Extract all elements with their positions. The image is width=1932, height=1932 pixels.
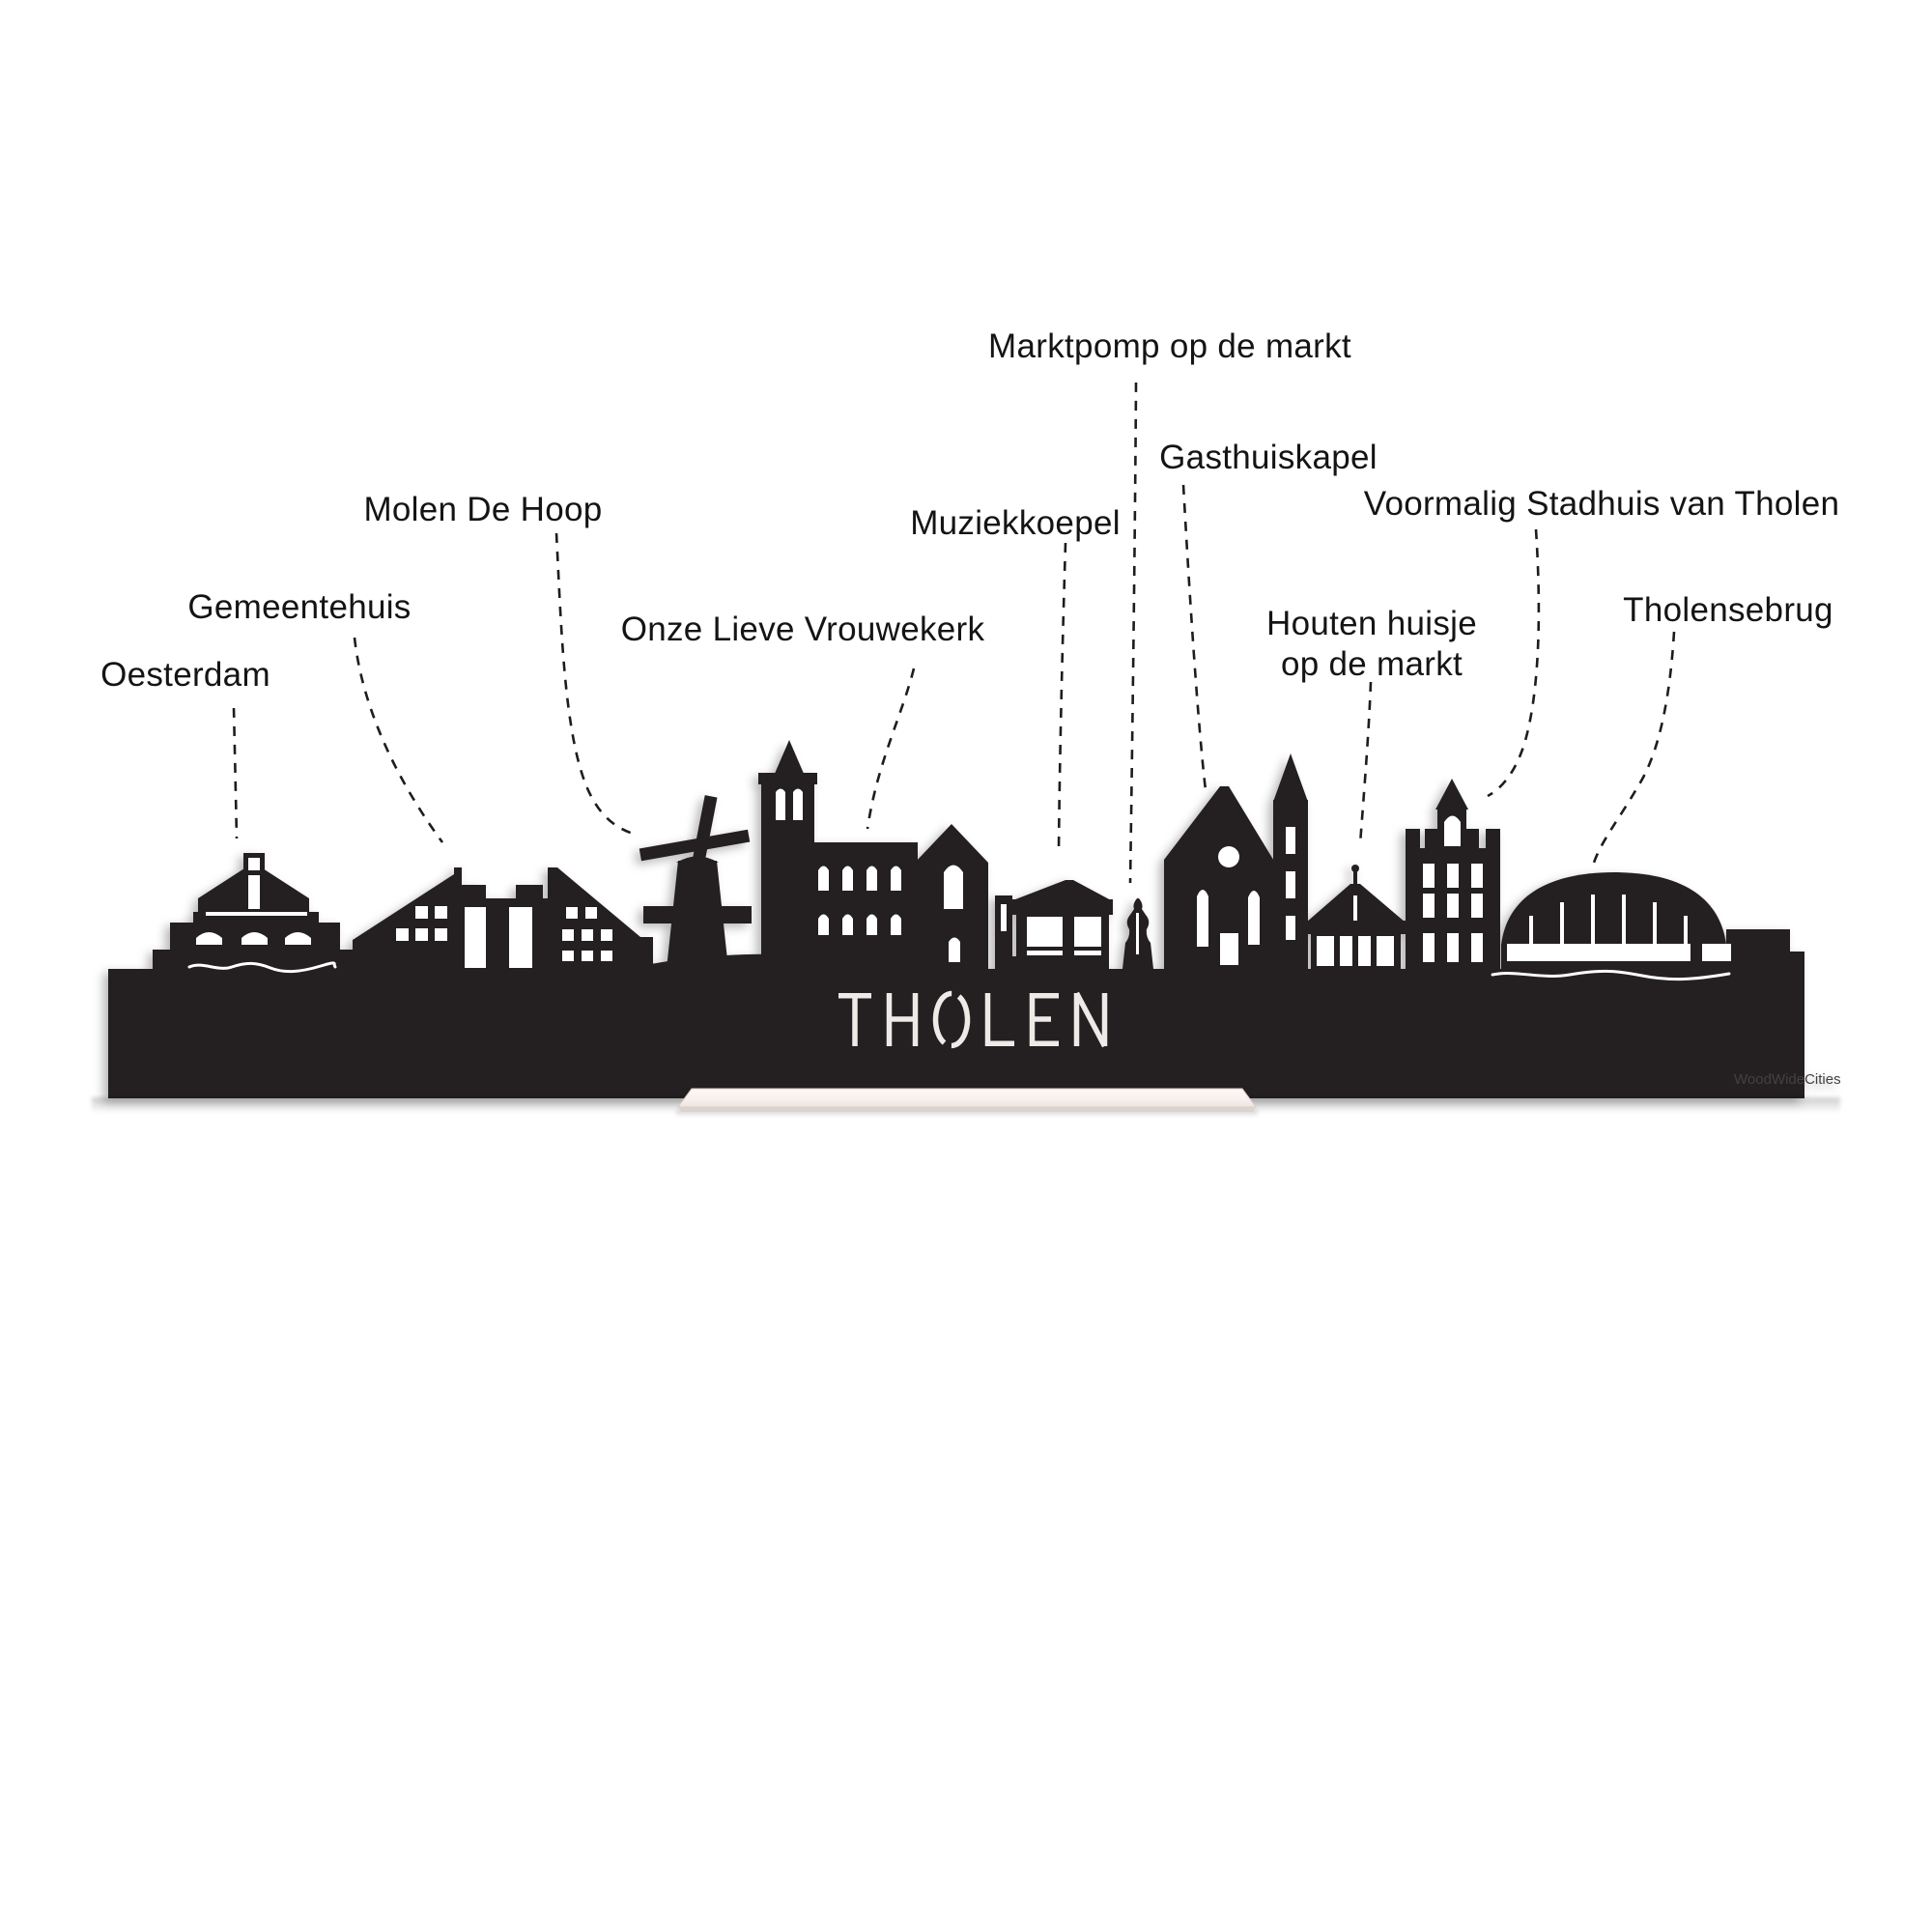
label-molen-de-hoop: Molen De Hoop: [363, 491, 603, 528]
silhouette-gasthuiskapel: [1164, 753, 1308, 971]
skyline-silhouette: [108, 740, 1841, 1098]
silhouette-molen-de-hoop: [639, 795, 752, 969]
dash-gasthuiskapel: [1183, 485, 1206, 790]
dash-gemeentehuis: [355, 638, 442, 842]
silhouette-houten-huisje: [1306, 865, 1406, 969]
label-voormalig-stadhuis: Voormalig Stadhuis van Tholen: [1363, 485, 1840, 523]
dash-oesterdam: [234, 708, 237, 838]
label-gemeentehuis: Gemeentehuis: [187, 588, 412, 626]
label-marktpomp: Marktpomp op de markt: [988, 327, 1351, 365]
label-tholensebrug: Tholensebrug: [1623, 591, 1833, 629]
silhouette-marktpomp: [1122, 898, 1153, 969]
silhouette-gemeentehuis: [353, 867, 653, 972]
label-muziekkoepel: Muziekkoepel: [910, 504, 1121, 542]
dash-muziekkoepel: [1059, 543, 1065, 850]
dash-houten-huisje: [1360, 682, 1371, 844]
label-gasthuiskapel: Gasthuiskapel: [1159, 439, 1378, 476]
dash-voormalig-stadhuis: [1488, 529, 1539, 796]
dash-marktpomp: [1130, 383, 1136, 883]
silhouette-muziekkoepel: [1003, 880, 1113, 969]
silhouette-oesterdam: [153, 853, 359, 973]
stand-base: [676, 1089, 1258, 1117]
label-houten-huisje-line2: op de markt: [1280, 645, 1463, 683]
label-oesterdam: Oesterdam: [100, 656, 270, 694]
label-houten-huisje-line1: Houten huisje: [1266, 605, 1477, 642]
dash-onze-lieve-vrouwekerk: [867, 668, 914, 829]
dash-tholensebrug: [1594, 632, 1674, 863]
silhouette-tholensebrug: [1492, 872, 1804, 980]
silhouette-voormalig-stadhuis: [1406, 779, 1500, 971]
silhouette-onze-lieve-vrouwekerk: [758, 740, 1012, 971]
watermark-text: WoodWideCities: [1734, 1071, 1841, 1088]
label-onze-lieve-vrouwekerk: Onze Lieve Vrouwekerk: [620, 611, 985, 648]
dash-molen-de-hoop: [556, 533, 636, 835]
